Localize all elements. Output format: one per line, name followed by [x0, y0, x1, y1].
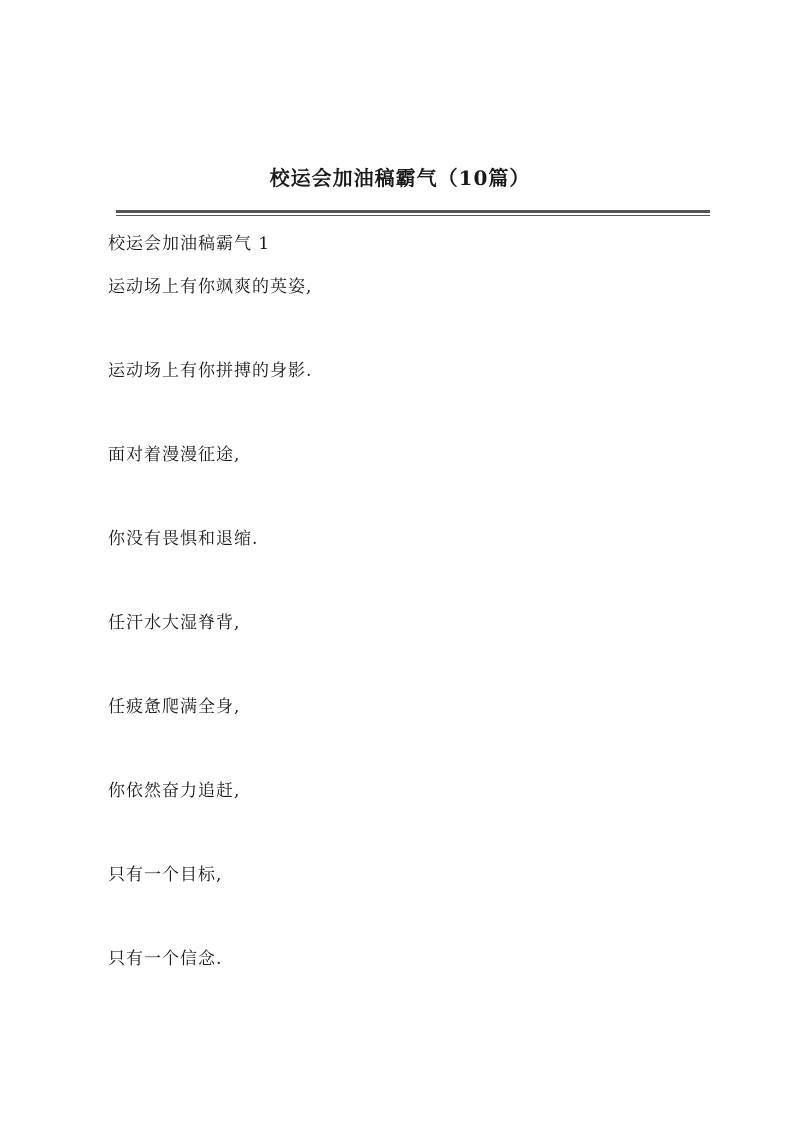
poem-line: 运动场上有你飒爽的英姿, — [108, 277, 313, 297]
poem-line: 面对着漫漫征途, — [108, 445, 241, 465]
poem-line: 你没有畏惧和退缩. — [108, 529, 259, 549]
poem-line: 运动场上有你拼搏的身影. — [108, 361, 313, 381]
poem-line: 任汗水大湿脊背, — [108, 613, 241, 633]
poem-line: 只有一个信念. — [108, 949, 223, 969]
section-heading: 校运会加油稿霸气 1 — [108, 234, 271, 254]
poem-line: 只有一个目标, — [108, 865, 223, 885]
poem-line: 任疲惫爬满全身, — [108, 697, 241, 717]
title-divider — [116, 210, 710, 213]
poem-line: 你依然奋力追赶, — [108, 781, 241, 801]
page-title: 校运会加油稿霸气（10篇） — [269, 166, 531, 190]
